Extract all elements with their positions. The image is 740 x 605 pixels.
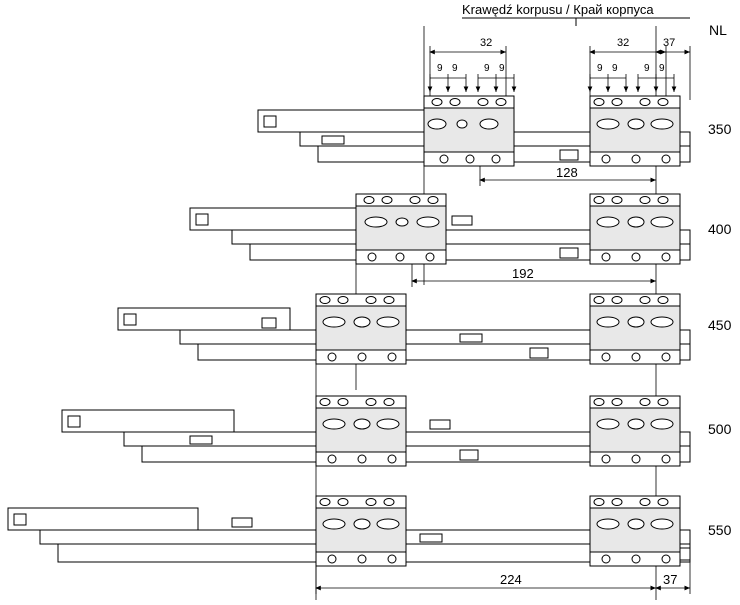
slide-row-350 — [258, 96, 690, 186]
dim-hole-9-a: 9 — [437, 63, 443, 74]
dim-hole-9-h: 9 — [659, 63, 665, 74]
nl-value-450: 450 — [708, 317, 732, 333]
nl-value-500: 500 — [708, 421, 732, 437]
dim-span-128: 128 — [556, 165, 578, 180]
dim-hole-9-g: 9 — [644, 63, 650, 74]
dim-hole-9-c: 9 — [484, 63, 490, 74]
dim-hole-9-b: 9 — [452, 63, 458, 74]
dim-span-224: 224 — [500, 572, 522, 587]
dim-span-192: 192 — [512, 266, 534, 281]
top-caption: Krawędź korpusu / Край корпуса — [462, 2, 654, 17]
slide-row-550 — [8, 496, 690, 566]
nl-value-350: 350 — [708, 121, 732, 137]
slide-row-400 — [190, 194, 690, 287]
dim-bottom-offset-37: 37 — [663, 572, 678, 587]
dim-hole-9-f: 9 — [612, 63, 618, 74]
nl-value-550: 550 — [708, 522, 732, 538]
nl-header: NL — [709, 22, 727, 38]
slide-row-450 — [118, 294, 690, 364]
dim-top-offset-37: 37 — [663, 37, 676, 49]
dim-top-left-32: 32 — [480, 37, 493, 49]
slide-row-500 — [62, 396, 690, 466]
nl-value-400: 400 — [708, 221, 732, 237]
dim-top-right-32: 32 — [617, 37, 630, 49]
dim-hole-9-e: 9 — [597, 63, 603, 74]
dim-hole-9-d: 9 — [499, 63, 505, 74]
